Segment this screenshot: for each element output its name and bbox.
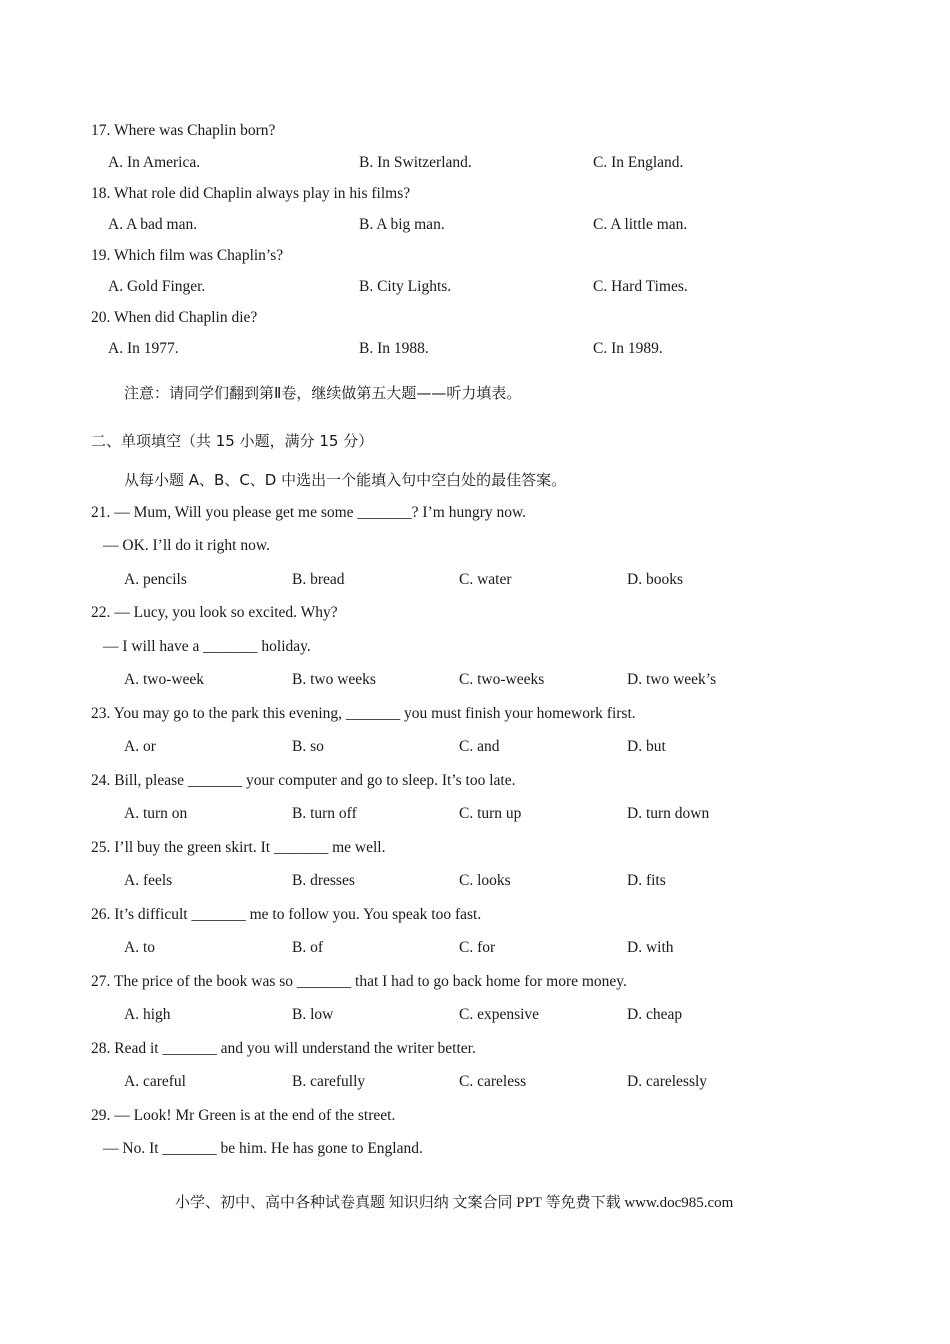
option-27-a: A. high <box>124 1006 171 1023</box>
option-26-b: B. of <box>292 939 323 956</box>
option-19-b: B. City Lights. <box>359 278 452 295</box>
option-24-d: D. turn down <box>627 805 710 822</box>
option-28-b: B. carefully <box>292 1073 366 1090</box>
question-19: 19. Which film was Chaplin’s? <box>91 247 284 264</box>
option-26-c: C. for <box>459 939 496 956</box>
question-17: 17. Where was Chaplin born? <box>91 122 276 139</box>
option-21-b: B. bread <box>292 571 345 588</box>
question-29: 29. — Look! Mr Green is at the end of the street. <box>91 1107 396 1124</box>
option-25-d: D. fits <box>627 872 666 889</box>
option-28-a: A. careful <box>124 1073 186 1090</box>
option-18-a: A. A bad man. <box>108 216 198 233</box>
question-25: 25. I’ll buy the green skirt. It _______ me well. <box>91 839 386 856</box>
option-17-b: B. In Switzerland. <box>359 154 472 171</box>
question-26: 26. It’s difficult _______ me to follow you. You speak too fast. <box>91 906 482 923</box>
question-18: 18. What role did Chaplin always play in his films? <box>91 185 411 202</box>
option-21-d: D. books <box>627 571 683 588</box>
option-23-b: B. so <box>292 738 324 755</box>
option-20-c: C. In 1989. <box>593 340 663 357</box>
notice: 注意：请同学们翻到第Ⅱ卷，继续做第五大题——听力填表。 <box>124 384 522 402</box>
option-23-d: D. but <box>627 738 666 755</box>
page-footer: 小学、初中、高中各种试卷真题 知识归纳 文案合同 PPT 等免费下载 www.doc985.com <box>175 1195 734 1211</box>
option-22-a: A. two-week <box>124 671 205 688</box>
question-29-reply: — No. It _______ be him. He has gone to England. <box>103 1140 423 1157</box>
option-26-a: A. to <box>124 939 155 956</box>
option-27-d: D. cheap <box>627 1006 683 1023</box>
option-23-a: A. or <box>124 738 156 755</box>
question-27: 27. The price of the book was so _______ that I had to go back home for more money. <box>91 973 627 990</box>
option-24-c: C. turn up <box>459 805 522 822</box>
question-21: 21. — Mum, Will you please get me some _______? I’m hungry now. <box>91 504 527 521</box>
question-21-reply: — OK. I’ll do it right now. <box>103 537 270 554</box>
option-19-c: C. Hard Times. <box>593 278 688 295</box>
question-23: 23. You may go to the park this evening, _______ you must finish your homework first. <box>91 705 636 722</box>
option-22-c: C. two-weeks <box>459 671 545 688</box>
option-25-c: C. looks <box>459 872 511 889</box>
option-18-b: B. A big man. <box>359 216 445 233</box>
option-21-a: A. pencils <box>124 571 187 588</box>
option-28-d: D. carelessly <box>627 1073 708 1090</box>
option-22-d: D. two week’s <box>627 671 717 688</box>
question-20: 20. When did Chaplin die? <box>91 309 258 326</box>
question-22: 22. — Lucy, you look so excited. Why? <box>91 604 338 621</box>
option-23-c: C. and <box>459 738 500 755</box>
option-27-b: B. low <box>292 1006 334 1023</box>
option-20-b: B. In 1988. <box>359 340 429 357</box>
section-instruction: 从每小题 A、B、C、D 中选出一个能填入句中空白处的最佳答案。 <box>124 471 567 489</box>
question-22-reply: — I will have a _______ holiday. <box>103 638 311 655</box>
option-26-d: D. with <box>627 939 674 956</box>
question-28: 28. Read it _______ and you will understand the writer better. <box>91 1040 476 1057</box>
option-24-b: B. turn off <box>292 805 357 822</box>
option-27-c: C. expensive <box>459 1006 540 1023</box>
option-24-a: A. turn on <box>124 805 188 822</box>
section-title: 二、单项填空（共 15 小题，满分 15 分） <box>91 432 374 450</box>
option-21-c: C. water <box>459 571 512 588</box>
option-28-c: C. careless <box>459 1073 527 1090</box>
option-20-a: A. In 1977. <box>108 340 179 357</box>
option-22-b: B. two weeks <box>292 671 376 688</box>
option-18-c: C. A little man. <box>593 216 688 233</box>
option-25-a: A. feels <box>124 872 173 889</box>
option-19-a: A. Gold Finger. <box>108 278 206 295</box>
question-24: 24. Bill, please _______ your computer and go to sleep. It’s too late. <box>91 772 516 789</box>
option-25-b: B. dresses <box>292 872 355 889</box>
option-17-c: C. In England. <box>593 154 684 171</box>
option-17-a: A. In America. <box>108 154 201 171</box>
